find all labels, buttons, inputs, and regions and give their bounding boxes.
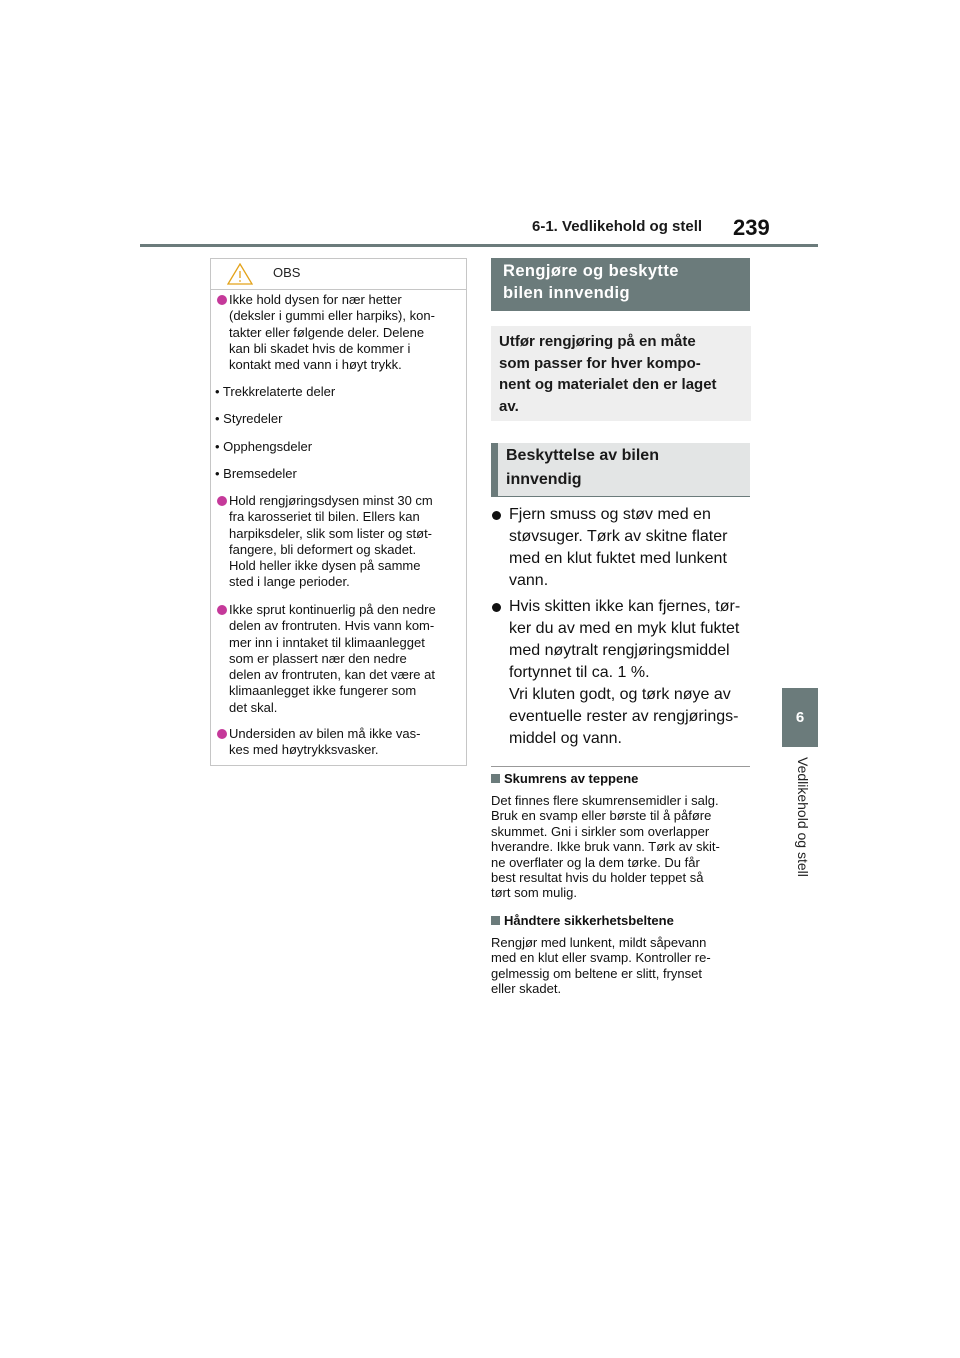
caution-sub-item: • Bremsedeler [215,466,297,481]
sub-heading-rule [491,496,750,497]
caution-sub-item: • Opphengsdeler [215,439,313,454]
section-title: 6-1. Vedlikehold og stell [532,218,703,235]
bullet-dot-icon [217,605,227,615]
square-bullet-icon [491,916,500,925]
caution-sub-item: • Styredeler [215,411,283,426]
bullet-dot-icon [492,603,501,612]
main-bullet-item: Fjern smuss og støv med en støvsuger. Tørk av skitne flater med en klut fuktet med lunkent vann. [491,504,751,592]
chapter-label-text: Vedlikehold og stell [795,757,811,877]
divider [491,766,750,767]
caution-header [211,259,466,290]
caution-label: OBS [273,265,301,280]
bullet-dot-icon [217,496,227,506]
main-bullet-item: Hvis skitten ikke kan fjernes, tør- ker du av med en myk klut fuktet med nøytralt rengjøringsmiddel fortynnet til ca. 1 %. Vri kluten godt, og tørk nøye av eventuelle rester av rengjørings- middel og vann. [491,596,751,750]
warning-triangle-icon [227,263,253,285]
note-text: Det finnes flere skumrensemidler i salg. Bruk en svamp eller børste til å påføre skummet. Gni i sirkler som overlapper hverandre. Ikke bruk vann. Tørk av skit- ne overflater og la dem tørke. Du får best resultat hvis du holder teppet så tørt som mulig. [491,793,720,901]
caution-item: Ikke hold dysen for nær hetter (deksler i gummi eller harpiks), kon- takter eller følgende deler. Delene kan bli skadet hvis de kommer i kontakt med vann i høyt trykk. [215,292,461,373]
chapter-tab [782,688,818,747]
square-bullet-icon [491,774,500,783]
note-text: Rengjør med lunkent, mildt såpevann med en klut eller svamp. Kontroller re- gelmessig om beltene er slitt, frynset eller skadet. [491,935,711,997]
caution-item: Ikke sprut kontinuerlig på den nedre delen av frontruten. Hvis vann kom- mer inn i inntaket til klimaanlegget som er plassert nær den nedre delen av frontruten, kan det være at klimaanlegget ikke fungerer som det skal. [215,602,461,716]
bullet-dot-icon [217,729,227,739]
caution-sub-item: • Trekkrelaterte deler [215,384,336,399]
section-heading: Rengjøre og beskytte bilen innvendig [491,258,750,311]
caution-item: Undersiden av bilen må ikke vas- kes med høytrykksvasker. [215,726,461,759]
caution-item: Hold rengjøringsdysen minst 30 cm fra karosseriet til bilen. Ellers kan harpiksdeler, slik som lister og støt- fangere, bli deformert og skadet. Hold heller ikke dysen på samme sted i lange perioder. [215,493,461,591]
note-heading: Skumrens av teppene [491,771,638,786]
caution-box [210,258,467,766]
chapter-number: 6 [795,709,805,726]
intro-box: Utfør rengjøring på en måte som passer for hver kompo- nent og materialet den er laget av. [491,326,751,421]
header-rule [140,244,818,247]
chapter-label [786,757,812,897]
note-heading: Håndtere sikkerhetsbeltene [491,913,674,928]
sub-heading: Beskyttelse av bilen innvendig [491,443,750,496]
page-number: 239 [733,215,770,240]
bullet-dot-icon [217,295,227,305]
bullet-dot-icon [492,511,501,520]
